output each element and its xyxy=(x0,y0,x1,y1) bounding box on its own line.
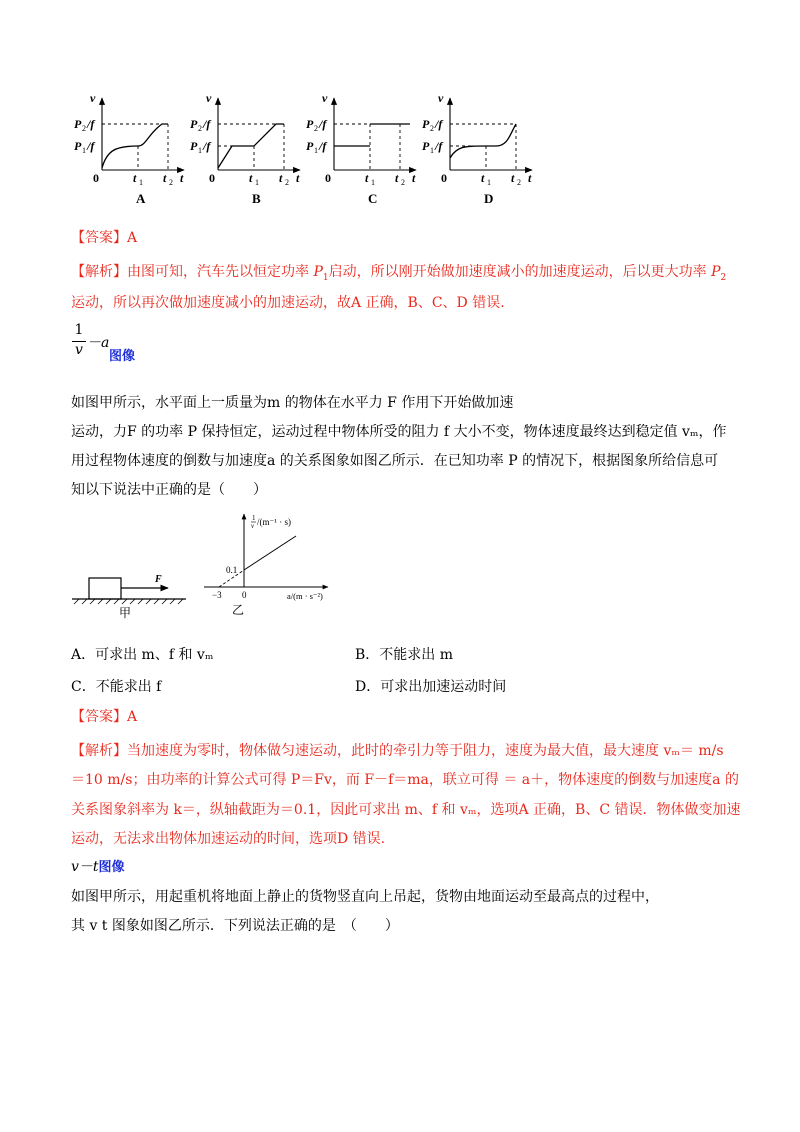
s2-analysis-tag: 【解析】 xyxy=(71,743,127,759)
q1-analysis-tag: 【解析】 xyxy=(71,264,127,280)
graph-a-p2-label: P xyxy=(74,117,82,131)
section3-heading xyxy=(71,857,125,878)
graph-d-t1-label: t xyxy=(481,171,485,185)
q1-analysis-line-2 xyxy=(71,293,505,313)
section2-heading-text: 图像 xyxy=(109,349,136,364)
graph-b-curve xyxy=(218,124,284,168)
graph-b-caption: B xyxy=(252,191,261,206)
graph-d-p1-tail: /f xyxy=(435,139,443,153)
frac-tail: －a xyxy=(87,335,110,351)
graph-line xyxy=(244,536,296,570)
graph-b-t2-label: t xyxy=(279,171,283,185)
s2-answer: 【答案】A xyxy=(71,709,138,725)
graph-a-p1-tail: /f xyxy=(87,139,95,153)
force-label: F xyxy=(155,574,162,585)
s2-analysis-line-1 xyxy=(71,741,724,761)
graph-b-p2-tail: /f xyxy=(203,117,211,131)
graph-c-zero-label: 0 xyxy=(325,171,331,185)
q1-answer-tag: 【答案】A xyxy=(71,230,138,246)
y-axis-frac-den: v xyxy=(251,522,255,530)
graph-c-caption: C xyxy=(368,191,378,206)
graph-c-t1-label: t xyxy=(365,171,369,185)
graph-c-t1-sub: 1 xyxy=(371,178,375,187)
graph-a-t2-label: t xyxy=(163,171,167,185)
graph-b-t2-sub: 2 xyxy=(285,178,289,187)
s2-stem-line-2: 运动，力F 的功率 P 保持恒定，运动过程中物体所受的阻力 f 大小不变，物体速度最终达到稳定值 vₘ，作 xyxy=(71,424,727,440)
s2-stem-line-3: 用过程物体速度的倒数与加速度a 的关系图象如图乙所示．在已知功率 P 的情况下，根据图象所给信息可 xyxy=(71,453,719,469)
graph-c-p2-sub: 2 xyxy=(314,124,318,133)
graph-b-p2-label: P xyxy=(190,117,198,131)
option-a: A．可求出 m、f 和 vₘ xyxy=(71,647,214,663)
graph-a-t1-label: t xyxy=(133,171,137,185)
graph-a-p1-label: P xyxy=(74,139,82,153)
graph-b-t1-sub: 1 xyxy=(255,178,259,187)
graph-a-p1-sub: 1 xyxy=(82,146,86,155)
graph-a-p2-sub: 2 xyxy=(82,124,86,133)
graph-a-t1-sub: 1 xyxy=(139,178,143,187)
tick-0-1: 0.1 xyxy=(226,565,238,575)
section3-title-math: v－t xyxy=(71,859,99,875)
graph-d-curve xyxy=(450,124,516,158)
y-axis-label: /(m⁻¹ · s) xyxy=(257,517,291,527)
frac-denominator: v xyxy=(75,342,83,358)
s2-stem-line-1: 如图甲所示，水平面上一质量为m 的物体在水平力 F 作用下开始做加速 xyxy=(71,395,514,411)
x-axis-label: a/(m · s⁻²) xyxy=(287,591,323,601)
q1-analysis-text-b: 启动，所以刚开始做加速度减小的加速度运动，后以更大功率 xyxy=(328,264,712,280)
graph-a-curve xyxy=(102,124,168,168)
section3-heading-text: 图像 xyxy=(98,860,125,875)
graph-b-t1-label: t xyxy=(249,171,253,185)
graph-d-t1-sub: 1 xyxy=(487,178,491,187)
s3-stem-line-2: 其 v t 图象如图乙所示．下列说法正确的是 （ ） xyxy=(71,918,399,934)
graph-b-p1-label: P xyxy=(190,139,198,153)
graph-d-v-label: v xyxy=(438,91,444,105)
graph-c-p2-tail: /f xyxy=(319,117,327,131)
graph-a-t2-sub: 2 xyxy=(169,178,173,187)
graph-a-zero-label: 0 xyxy=(93,171,99,185)
q1-analysis-p2: P xyxy=(711,264,721,280)
graph-a-t-label: t xyxy=(180,171,184,185)
graph-d-p2-tail: /f xyxy=(435,117,443,131)
graph-a-v-label: v xyxy=(90,91,96,105)
graph-a-caption: A xyxy=(136,191,146,206)
graph-d-t2-sub: 2 xyxy=(517,178,521,187)
graph-c-t-label: t xyxy=(412,171,416,185)
graph-d-p2-sub: 2 xyxy=(430,124,434,133)
q1-analysis-p1-sub: 1 xyxy=(322,272,329,283)
figure-jia xyxy=(70,560,200,620)
graph-d-p1-sub: 1 xyxy=(430,146,434,155)
graph-c-t2-sub: 2 xyxy=(401,178,405,187)
graph-b-p1-tail: /f xyxy=(203,139,211,153)
option-b: B．不能求出 m xyxy=(355,647,454,663)
tick-minus-3: −3 xyxy=(212,590,222,600)
graph-b-p1-sub: 1 xyxy=(198,146,202,155)
graph-b-v-label: v xyxy=(206,91,212,105)
option-c: C．不能求出 f xyxy=(71,679,162,695)
block xyxy=(89,578,121,599)
option-d: D．可求出加速运动时间 xyxy=(355,679,507,695)
q1-vt-graphs xyxy=(0,0,800,215)
q1-analysis-text-2: 运动，所以再次做加速度减小的加速运动，故A 正确，B、C、D 错误. xyxy=(71,295,505,311)
frac-numerator: 1 xyxy=(74,322,84,338)
graph-c-p1-label: P xyxy=(306,139,314,153)
graph-c-p1-tail: /f xyxy=(319,139,327,153)
q1-analysis-p1: P xyxy=(313,264,323,280)
q1-analysis-line-1 xyxy=(71,262,726,288)
graph-b-t-label: t xyxy=(296,171,300,185)
tick-0: 0 xyxy=(242,590,247,600)
s2-analysis-line-3: 关系图象斜率为 k＝，纵轴截距为＝0.1，因此可求出 m、f 和 vₘ，选项A 正确，B、C 错误．物体做变加速 xyxy=(71,802,741,818)
q1-analysis-p2-sub: 2 xyxy=(720,272,727,283)
graph-c-p1-sub: 1 xyxy=(314,146,318,155)
graph-d-t2-label: t xyxy=(511,171,515,185)
graph-a-p2-tail: /f xyxy=(87,117,95,131)
q1-analysis-text-a: 由图可知，汽车先以恒定功率 xyxy=(127,264,314,280)
graph-b-zero-label: 0 xyxy=(209,171,215,185)
s2-analysis-line-2: ＝10 m/s；由功率的计算公式可得 P＝Fv，而 F－f＝ma，联立可得 ＝ a＋，物体速度的倒数与加速度a 的 xyxy=(71,772,739,788)
graph-b-p2-sub: 2 xyxy=(198,124,202,133)
graph-d-p1-label: P xyxy=(422,139,430,153)
graph-d-zero-label: 0 xyxy=(441,171,447,185)
s2-stem-line-4: 知以下说法中正确的是（ ） xyxy=(71,482,267,498)
graph-d-p2-label: P xyxy=(422,117,430,131)
s2-analysis-text-1: 当加速度为零时，物体做匀速运动，此时的牵引力等于阻力，速度为最大值，最大速度 vₘ＝ m/s xyxy=(127,743,724,759)
s2-analysis-line-4: 运动，无法求出物体加速运动的时间，选项D 错误. xyxy=(71,831,386,847)
graph-c-curve xyxy=(334,124,410,146)
graph-c-v-label: v xyxy=(322,91,328,105)
graph-c-t2-label: t xyxy=(395,171,399,185)
figure-yi xyxy=(200,512,350,622)
figure-jia-caption: 甲 xyxy=(119,606,132,620)
graph-d-t-label: t xyxy=(528,171,532,185)
y-axis-frac-num: 1 xyxy=(252,514,256,522)
q1-answer xyxy=(71,228,137,248)
ground-hatching xyxy=(74,599,183,604)
s3-stem-line-1: 如图甲所示，用起重机将地面上静止的货物竖直向上吊起，货物由地面运动至最高点的过程中， xyxy=(71,889,659,905)
graph-d-caption: D xyxy=(484,191,494,206)
figure-yi-caption: 乙 xyxy=(232,603,245,617)
graph-c-p2-label: P xyxy=(306,117,314,131)
